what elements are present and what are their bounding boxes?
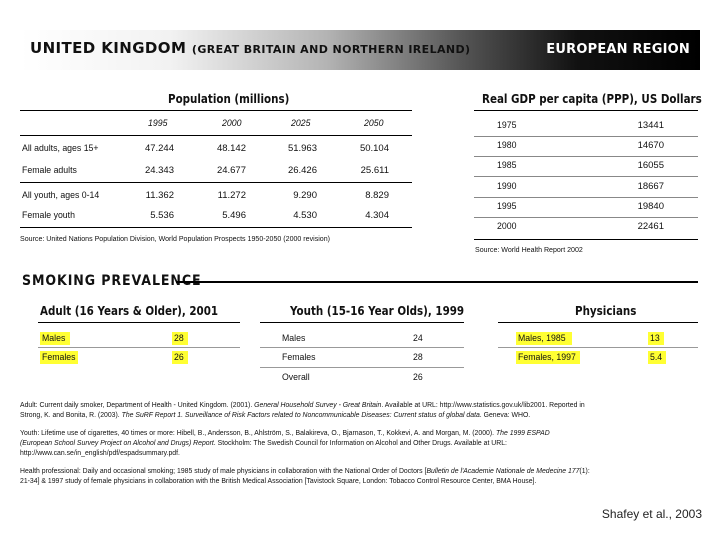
gdp-top-rule [474, 110, 698, 111]
smoking-title-rule [176, 281, 698, 283]
population-row-label: Female youth [22, 210, 75, 221]
gdp-year: 2000 [497, 221, 517, 232]
adult-row-label: Females [42, 352, 76, 363]
youth-smoking-title: Youth (15-16 Year Olds), 1999 [290, 304, 465, 318]
physicians-row-label: Males, 1985 [518, 333, 566, 344]
physicians-row-value: 13 [650, 333, 660, 344]
gdp-year: 1985 [497, 160, 517, 171]
physicians-row-divider [498, 347, 698, 348]
country-name: UNITED KINGDOM [30, 39, 187, 57]
adult-row-value: 28 [174, 333, 184, 344]
adult-rule [38, 322, 240, 323]
population-cell: 50.104 [359, 143, 389, 154]
gdp-bottom-rule [474, 239, 698, 240]
physicians-row-label: Females, 1997 [518, 352, 576, 363]
population-cell: 11.362 [145, 190, 174, 201]
gdp-value: 19840 [637, 201, 664, 212]
youth-note-line: (European School Survey Project on Alcohol and Drugs) Report. Stockholm: The Swedish Council for Information on Alcohol and Other Drugs. Available at URL: [20, 438, 507, 447]
gdp-year: 1980 [497, 140, 517, 151]
region-label: EUROPEAN REGION [546, 42, 690, 57]
population-cell: 26.426 [287, 165, 317, 176]
gdp-row-divider [474, 136, 698, 137]
population-top-rule [20, 110, 412, 111]
health-note-line: Health professional: Daily and occasional smoking; 1985 study of male physicians in collaboration with the National Order of Doctors [Bulletin de l'Academie Nationale de Medecine 177(1): [20, 466, 590, 475]
youth-row-label: Males [282, 333, 306, 344]
gdp-row-divider [474, 217, 698, 218]
population-row-label: All adults, ages 15+ [22, 143, 99, 154]
population-cell: 24.343 [144, 165, 174, 176]
population-cell: 25.611 [360, 165, 389, 176]
citation-credit: Shafey et al., 2003 [601, 507, 702, 521]
population-year-1995: 1995 [148, 118, 168, 129]
youth-note-url[interactable]: http://www.can.se/in_english/pdf/espadsummary.pdf. [20, 448, 180, 457]
youth-row-label: Females [282, 352, 316, 363]
gdp-value: 13441 [637, 120, 664, 131]
youth-note-line: Youth: Lifetime use of cigarettes, 40 times or more: Hibell, B., Andersson, B., Ahlström, S., Balakireva, O., Bjarnason, T., Kokkevi, A. and Morgan, M. (2000). The 1999 ESPAD [20, 428, 550, 437]
youth-rule [260, 322, 464, 323]
adult-smoking-title: Adult (16 Years & Older), 2001 [40, 304, 219, 318]
population-cell: 4.530 [293, 210, 317, 221]
gdp-row-divider [474, 176, 698, 177]
population-year-2025: 2025 [291, 118, 311, 129]
adult-note-line: Adult: Current daily smoker, Department of Health - United Kingdom. (2001). General Household Survey - Great Britain. Available at URL: http://www.statistics.gov.uk/lib2001. Reported in [20, 400, 585, 409]
youth-row-value: 26 [413, 372, 423, 383]
youth-row-label: Overall [282, 372, 310, 383]
country-title [30, 39, 470, 57]
population-cell: 9.290 [293, 190, 317, 201]
population-cell: 24.677 [216, 165, 246, 176]
population-header-rule [20, 135, 412, 136]
physicians-row-value: 5.4 [650, 352, 663, 363]
youth-row-value: 24 [413, 333, 423, 344]
youth-row-divider [260, 347, 464, 348]
youth-row-divider [260, 367, 464, 368]
gdp-year: 1990 [497, 181, 517, 192]
population-cell: 11.272 [217, 190, 246, 201]
gdp-value: 18667 [637, 181, 664, 192]
gdp-value: 16055 [637, 160, 664, 171]
population-year-2000: 2000 [222, 118, 242, 129]
country-subtitle: (GREAT BRITAIN AND NORTHERN IRELAND) [191, 43, 471, 56]
gdp-year: 1995 [497, 201, 517, 212]
population-row-label: Female adults [22, 165, 77, 176]
youth-row-value: 28 [413, 352, 423, 363]
adult-row-divider [38, 347, 240, 348]
population-cell: 5.496 [222, 210, 246, 221]
population-bottom-rule [20, 227, 412, 228]
gdp-row-divider [474, 156, 698, 157]
adult-note-line: Strong, K. and Bonita, R. (2003). The SuRF Report 1. Surveillance of Risk Factors related to Noncommunicable Diseases: Current status of global data. Geneva: WHO. [20, 410, 531, 419]
population-row-label: All youth, ages 0-14 [22, 190, 100, 201]
population-year-2050: 2050 [364, 118, 384, 129]
population-cell: 51.963 [287, 143, 317, 154]
physicians-title: Physicians [575, 304, 637, 318]
header-banner [20, 30, 700, 70]
gdp-title: Real GDP per capita (PPP), US Dollars [482, 92, 702, 106]
health-note-line: 21-34] & 1997 study of female physicians in collaboration with the British Medical Association [Tavistock Square, London: Tobacco Control Resource Center, BMA House]. [20, 476, 537, 485]
adult-row-label: Males [42, 333, 66, 344]
smoking-title: SMOKING PREVALENCE [22, 273, 202, 289]
gdp-year: 1975 [497, 120, 517, 131]
population-cell: 47.244 [144, 143, 174, 154]
physicians-rule [498, 322, 698, 323]
population-mid-rule [20, 182, 412, 183]
adult-row-value: 26 [174, 352, 184, 363]
population-cell: 5.536 [150, 210, 174, 221]
gdp-row-divider [474, 197, 698, 198]
gdp-source: Source: World Health Report 2002 [475, 245, 583, 254]
gdp-value: 22461 [637, 221, 664, 232]
population-source: Source: United Nations Population Division, World Population Prospects 1950-2050 (2000 revision) [20, 234, 330, 243]
population-cell: 4.304 [365, 210, 389, 221]
population-title: Population (millions) [168, 92, 290, 106]
population-cell: 48.142 [216, 143, 246, 154]
population-cell: 8.829 [365, 190, 389, 201]
gdp-value: 14670 [637, 140, 664, 151]
